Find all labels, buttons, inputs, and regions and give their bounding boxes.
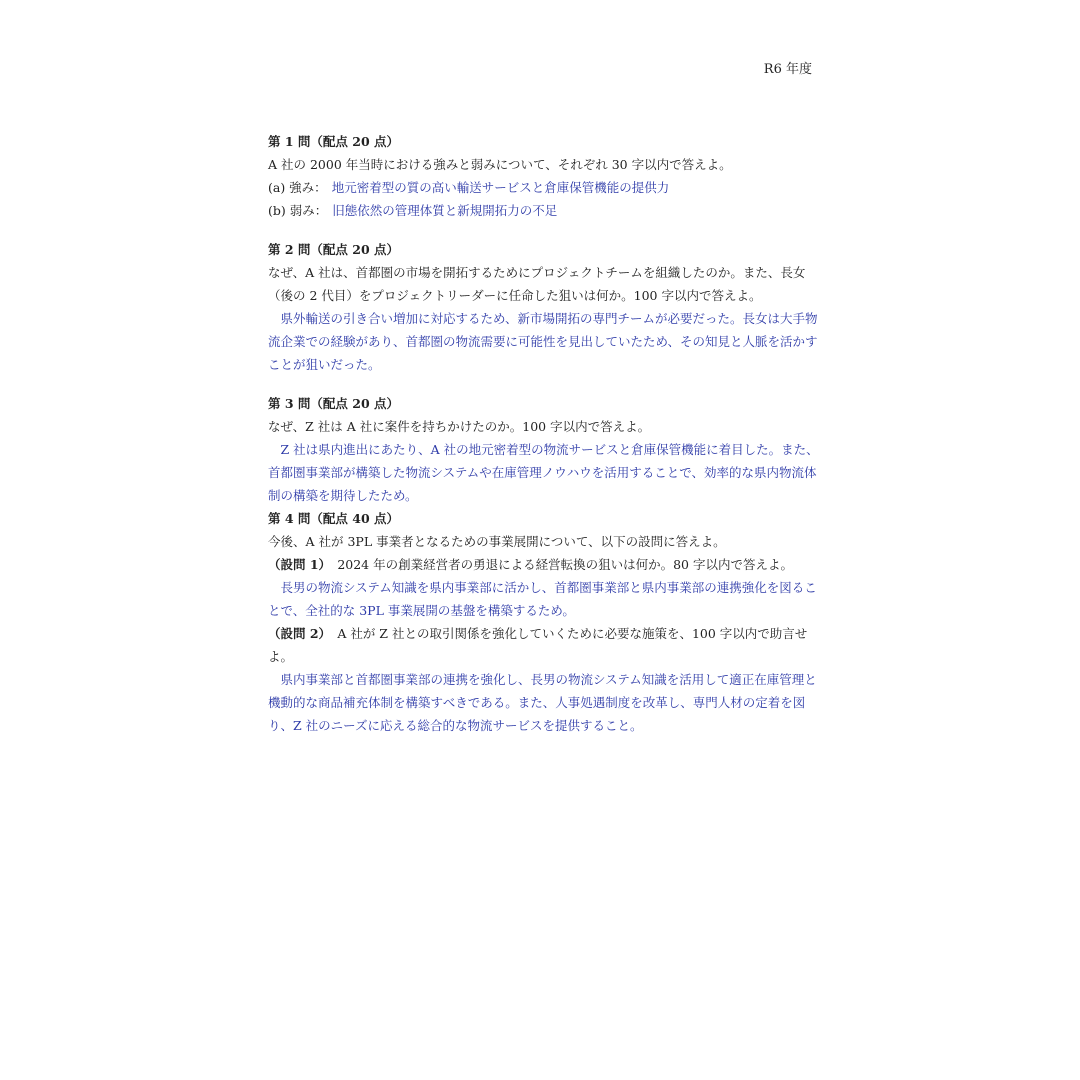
question-1-option-b: [268, 199, 820, 222]
subquestion-1-answer: 長男の物流システム知識を県内事業部に活かし、首都圏事業部と県内事業部の連携強化を図ることで、全社的な 3PL 事業展開の基盤を構築するため。: [268, 580, 817, 618]
question-3: [268, 392, 820, 507]
option-b-label: (b) 弱み：: [268, 203, 328, 218]
subquestion-1: [268, 553, 820, 576]
question-1-title: 第 1 問（配点 20 点）: [268, 134, 400, 149]
question-2: [268, 238, 820, 376]
question-3-answer: Z 社は県内進出にあたり、A 社の地元密着型の物流サービスと倉庫保管機能に着目した。また、首都圏事業部が構築した物流システムや在庫管理ノウハウを活用することで、効率的な県内物流体制の構築を期待したため。: [268, 442, 819, 503]
option-a-answer: 地元密着型の質の高い輸送サービスと倉庫保管機能の提供力: [331, 180, 670, 195]
fiscal-year-label: R6 年度: [763, 62, 812, 77]
question-3-title: 第 3 問（配点 20 点）: [268, 396, 400, 411]
question-1: [268, 130, 820, 222]
question-3-text: なぜ、Z 社は A 社に案件を持ちかけたのか。100 字以内で答えよ。: [268, 419, 651, 434]
option-a-label: (a) 強み：: [268, 180, 327, 195]
subquestion-2-label: （設問 2）: [268, 626, 332, 641]
question-2-answer: 県外輸送の引き合い増加に対応するため、新市場開拓の専門チームが必要だった。長女は大手物流企業での経験があり、首都圏の物流需要に可能性を見出していたため、その知見と人脈を活かすことが狙いだった。: [268, 311, 818, 372]
subquestion-1-label: （設問 1）: [268, 557, 332, 572]
subquestion-2-text: A 社が Z 社との取引関係を強化していくために必要な施策を、100 字以内で助言せよ。: [268, 626, 808, 664]
subquestion-1-text: 2024 年の創業経営者の勇退による経営転換の狙いは何か。80 字以内で答えよ。: [337, 557, 793, 572]
option-b-answer: 旧態依然の管理体質と新規開拓力の不足: [332, 203, 558, 218]
question-1-option-a: [268, 176, 820, 199]
subquestion-2: [268, 622, 820, 668]
subquestion-2-answer: 県内事業部と首都圏事業部の連携を強化し、長男の物流システム知識を活用して適正在庫管理と機動的な商品補充体制を構築すべきである。また、人事処遇制度を改革し、専門人材の定着を図り、Z 社のニーズに応える総合的な物流サービスを提供すること。: [268, 672, 817, 733]
question-2-title: 第 2 問（配点 20 点）: [268, 242, 400, 257]
question-4-title: 第 4 問（配点 40 点）: [268, 511, 400, 526]
question-1-text: A 社の 2000 年当時における強みと弱みについて、それぞれ 30 字以内で答えよ。: [268, 157, 732, 172]
question-4: [268, 507, 820, 737]
document-body: [268, 130, 820, 737]
question-4-text: 今後、A 社が 3PL 事業者となるための事業展開について、以下の設問に答えよ。: [268, 534, 726, 549]
question-2-text: なぜ、A 社は、首都圏の市場を開拓するためにプロジェクトチームを組織したのか。また、長女（後の 2 代目）をプロジェクトリーダーに任命した狙いは何か。100 字以内で答えよ。: [268, 265, 806, 303]
